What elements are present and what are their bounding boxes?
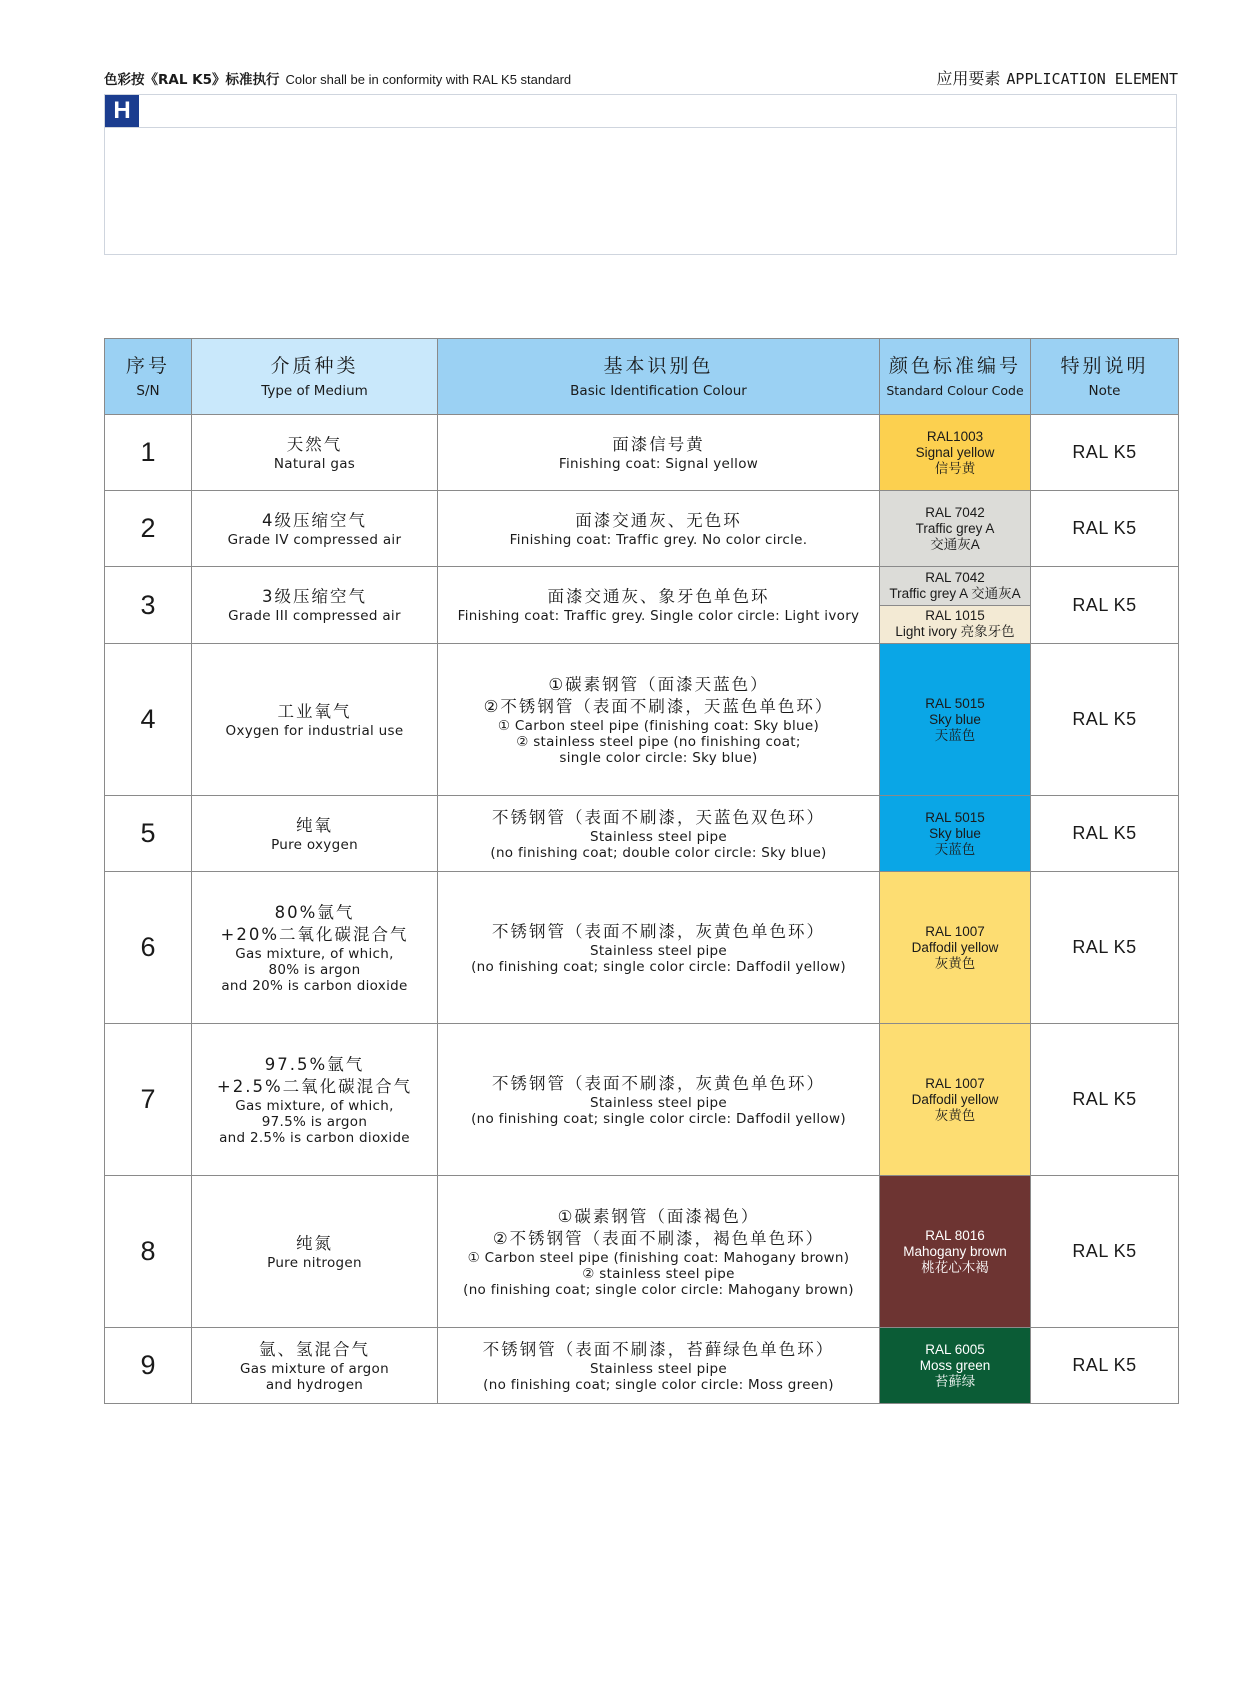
standard-statement-en: Color shall be in conformity with RAL K5 standard	[285, 72, 572, 87]
colour-code-table	[104, 338, 1179, 1404]
section-title	[936, 66, 1178, 89]
row-medium: 纯氮 Pure nitrogen	[192, 1176, 438, 1328]
standard-statement-cn: 色彩按《RAL K5》标准执行	[104, 72, 280, 88]
header-medium: 介质种类 Type of Medium	[192, 339, 438, 415]
row-colour: 面漆交通灰、无色环 Finishing coat: Traffic grey. No color circle.	[438, 491, 880, 567]
row-note: RAL K5	[1031, 644, 1179, 796]
section-divider	[105, 127, 1176, 128]
table-row	[105, 1328, 1179, 1404]
row-medium: 氩、氢混合气 Gas mixture of argon and hydrogen	[192, 1328, 438, 1404]
row-medium: 3级压缩空气 Grade III compressed air	[192, 567, 438, 644]
table-row	[105, 796, 1179, 872]
table-row	[105, 1176, 1179, 1328]
row-note: RAL K5	[1031, 415, 1179, 491]
row-colour: 不锈钢管（表面不刷漆，灰黄色单色环） Stainless steel pipe (no finishing coat; single color circle: Daffodil yellow)	[438, 1024, 880, 1176]
row-sn: 5	[105, 796, 192, 872]
row-note: RAL K5	[1031, 567, 1179, 644]
row-colour: 不锈钢管（表面不刷漆，天蓝色双色环） Stainless steel pipe (no finishing coat; double color circle: Sky blue)	[438, 796, 880, 872]
row-note: RAL K5	[1031, 1024, 1179, 1176]
row-code-swatch: RAL 5015 Sky blue 天蓝色	[880, 644, 1031, 796]
table-row	[105, 567, 1179, 644]
row-sn: 7	[105, 1024, 192, 1176]
section-title-cn: 应用要素	[936, 69, 1001, 88]
section-banner	[104, 94, 1177, 255]
section-title-en: APPLICATION ELEMENT	[1006, 70, 1178, 88]
row-sn: 3	[105, 567, 192, 644]
header-colour: 基本识别色 Basic Identification Colour	[438, 339, 880, 415]
row-code-swatch-bottom: RAL 1015 Light ivory 亮象牙色	[880, 606, 1030, 644]
header-note: 特别说明 Note	[1031, 339, 1179, 415]
table-row	[105, 644, 1179, 796]
row-colour: ①碳素钢管（面漆褐色） ②不锈钢管（表面不刷漆，褐色单色环） ① Carbon steel pipe (finishing coat: Mahogany brown) ② stainless steel pipe (no finishing coat; single color circle: Mahogany brown)	[438, 1176, 880, 1328]
row-medium: 工业氧气 Oxygen for industrial use	[192, 644, 438, 796]
row-colour: 面漆交通灰、象牙色单色环 Finishing coat: Traffic grey. Single color circle: Light ivory	[438, 567, 880, 644]
row-colour: 面漆信号黄 Finishing coat: Signal yellow	[438, 415, 880, 491]
row-note: RAL K5	[1031, 872, 1179, 1024]
row-note: RAL K5	[1031, 491, 1179, 567]
table-row	[105, 491, 1179, 567]
section-letter-badge: H	[105, 95, 139, 127]
row-medium: 纯氧 Pure oxygen	[192, 796, 438, 872]
row-code-swatch: RAL 1007 Daffodil yellow 灰黄色	[880, 1024, 1031, 1176]
row-sn: 6	[105, 872, 192, 1024]
row-code-swatch: RAL 6005 Moss green 苔藓绿	[880, 1328, 1031, 1404]
row-medium: 80%氩气 +20%二氧化碳混合气 Gas mixture, of which, 80% is argon and 20% is carbon dioxide	[192, 872, 438, 1024]
table-row	[105, 415, 1179, 491]
row-medium: 天然气 Natural gas	[192, 415, 438, 491]
row-note: RAL K5	[1031, 796, 1179, 872]
row-sn: 8	[105, 1176, 192, 1328]
row-colour: ①碳素钢管（面漆天蓝色） ②不锈钢管（表面不刷漆，天蓝色单色环） ① Carbon steel pipe (finishing coat: Sky blue) ② stainless steel pipe (no finishing coat; single color circle: Sky blue)	[438, 644, 880, 796]
row-colour: 不锈钢管（表面不刷漆，灰黄色单色环） Stainless steel pipe (no finishing coat; single color circle: Daffodil yellow)	[438, 872, 880, 1024]
row-code-swatch: RAL 8016 Mahogany brown 桃花心木褐	[880, 1176, 1031, 1328]
row-colour: 不锈钢管（表面不刷漆，苔藓绿色单色环） Stainless steel pipe (no finishing coat; single color circle: Moss green)	[438, 1328, 880, 1404]
row-medium: 97.5%氩气 +2.5%二氧化碳混合气 Gas mixture, of which, 97.5% is argon and 2.5% is carbon dioxide	[192, 1024, 438, 1176]
row-code-swatch: RAL 5015 Sky blue 天蓝色	[880, 796, 1031, 872]
row-sn: 2	[105, 491, 192, 567]
page-header	[104, 66, 1178, 88]
row-code-swatch-top: RAL 7042 Traffic grey A 交通灰A	[880, 567, 1030, 606]
header-code: 颜色标准编号 Standard Colour Code	[880, 339, 1031, 415]
standard-statement	[104, 68, 571, 88]
row-sn: 1	[105, 415, 192, 491]
header-sn: 序号 S/N	[105, 339, 192, 415]
row-code-swatch: RAL 1007 Daffodil yellow 灰黄色	[880, 872, 1031, 1024]
row-sn: 4	[105, 644, 192, 796]
table-row	[105, 1024, 1179, 1176]
row-note: RAL K5	[1031, 1328, 1179, 1404]
table-row	[105, 872, 1179, 1024]
row-note: RAL K5	[1031, 1176, 1179, 1328]
row-code-swatch: RAL 7042 Traffic grey A 交通灰A	[880, 491, 1031, 567]
row-sn: 9	[105, 1328, 192, 1404]
row-medium: 4级压缩空气 Grade IV compressed air	[192, 491, 438, 567]
row-code-swatch: RAL1003 Signal yellow 信号黄	[880, 415, 1031, 491]
table-header-row	[105, 339, 1179, 415]
row-code-split	[880, 567, 1031, 644]
